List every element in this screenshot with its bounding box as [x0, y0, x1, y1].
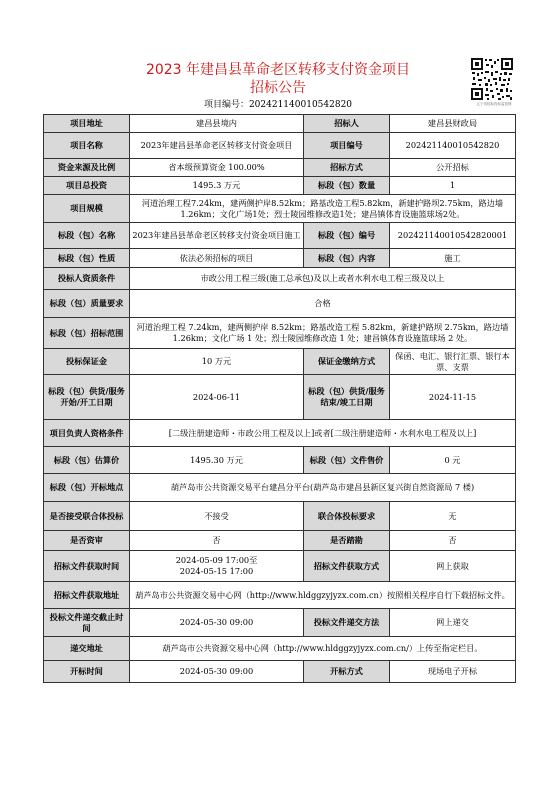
table-row — [44, 609, 516, 637]
project-name-value: 2023年建昌县革命老区转移支付资金项目 — [130, 133, 304, 159]
tender-method-value: 公开招标 — [390, 159, 516, 177]
table-row — [44, 420, 516, 447]
fund-source-value: 省本级预算资金 100.00% — [130, 159, 304, 177]
lot-count-label: 标段（包）数量 — [304, 177, 390, 195]
document-price-label: 标段（包）文件售价 — [304, 447, 390, 474]
project-code-value: 2024211400105428​20 — [390, 133, 516, 159]
table-row — [44, 551, 516, 582]
consortium-value: 不接受 — [130, 502, 304, 531]
project-name-label: 项目名称 — [44, 133, 130, 159]
notice-title: 2023 年建昌县革命老区转移支付资金项目 — [145, 62, 411, 78]
tender-scope-label: 标段（包）招标范围 — [44, 318, 130, 349]
project-number: 项目编号：2024211400105428​20 — [203, 100, 353, 110]
lot-name-value: 2023年建昌县革命老区转移支付资金项目施工 — [130, 223, 304, 249]
opening-time-label: 开标时间 — [44, 661, 130, 683]
submission-deadline-label: 投标文件递交截止时间 — [44, 609, 130, 637]
end-date-label: 标段（包）供货/服务结束/竣工日期 — [304, 375, 390, 420]
table-row — [44, 502, 516, 531]
document-period-to: 2024-05-15 17:00 — [179, 566, 254, 576]
tender-method-label: 招标方式 — [304, 159, 390, 177]
document-way-label: 招标文件获取方式 — [304, 551, 390, 582]
lot-code-label: 标段（包）编号 — [304, 223, 390, 249]
tenderer-value: 建昌县财政局 — [390, 115, 516, 133]
table-row — [44, 177, 516, 195]
bidder-qualification-value: 市政公用工程三级(施工总承包)及以上或者水利水电工程三级及以上 — [130, 268, 516, 290]
bidder-qualification-label: 投标人资质条件 — [44, 268, 130, 290]
table-row — [44, 290, 516, 318]
opening-method-label: 开标方式 — [304, 661, 390, 683]
submission-method-value: 网上递交 — [390, 609, 516, 637]
tender-scope-value: 河道治理工程 7.24km，建两侧护岸 8.52km；路基改造工程 5.82km，新建护路坝 2.75km，路边墙 1.26km；文化广场 1 处；烈士陵园维修改造 1 处；建昌镇体育设施篮球场 2 处。 — [130, 318, 516, 349]
lot-name-label: 标段（包）名称 — [44, 223, 130, 249]
table-row — [44, 115, 516, 133]
lot-count-value: 1 — [390, 177, 516, 195]
end-date-value: 2024-11-15 — [390, 375, 516, 420]
lot-code-value: 2024211400105428​20001 — [390, 223, 516, 249]
consortium-label: 是否接受联合体投标 — [44, 502, 130, 531]
start-date-label: 标段（包）供货/服务开始/开工日期 — [44, 375, 130, 420]
site-visit-label: 是否踏勘 — [304, 531, 390, 551]
site-visit-value: 否 — [390, 531, 516, 551]
tenderer-label: 招标人 — [304, 115, 390, 133]
table-row — [44, 268, 516, 290]
qr-caption: 辽宁省招标投标监管网 — [476, 102, 512, 106]
document-address-label: 招标文件获取地址 — [44, 582, 130, 609]
bid-bond-label: 投标保证金 — [44, 349, 130, 375]
location-value: 建昌县境内 — [130, 115, 304, 133]
submission-address-label: 递交地址 — [44, 637, 130, 661]
document-period-from: 2024-05-09 17:00至 — [175, 555, 258, 565]
prequalification-label: 是否资审 — [44, 531, 130, 551]
project-scale-label: 项目规模 — [44, 195, 130, 223]
submission-deadline-value: 2024-05-30 09:00 — [130, 609, 304, 637]
tender-info-table — [43, 114, 516, 683]
estimated-price-label: 标段（包）估算价 — [44, 447, 130, 474]
bid-bond-value: 10 万元 — [130, 349, 304, 375]
manager-qualification-value: [二级注册建造师・市政公用工程及以上]或者[二级注册建造师・水利水电工程及以上] — [130, 420, 516, 447]
bond-payment-label: 保证金缴纳方式 — [304, 349, 390, 375]
table-row — [44, 582, 516, 609]
total-investment-label: 项目总投资 — [44, 177, 130, 195]
document-price-value: 0 元 — [390, 447, 516, 474]
start-date-value: 2024-06-11 — [130, 375, 304, 420]
estimated-price-value: 1495.30 万元 — [130, 447, 304, 474]
project-scale-value: 河道治理工程7.24km，建两侧护岸8.52km；路基改造工程5.82km，新建护路坝2.75km，路边墙1.26km；文化广场1处；烈士陵园维修改造1处；建昌镇体育设施篮球场2处。 — [130, 195, 516, 223]
lot-nature-value: 依法必须招标的项目 — [130, 249, 304, 268]
lot-content-value: 施工 — [390, 249, 516, 268]
table-row — [44, 661, 516, 683]
opening-method-value: 现场电子开标 — [390, 661, 516, 683]
table-row — [44, 375, 516, 420]
table-row — [44, 159, 516, 177]
table-row — [44, 474, 516, 502]
quality-requirement-label: 标段（包）质量要求 — [44, 290, 130, 318]
table-row — [44, 349, 516, 375]
document-address-value: 葫芦岛市公共资源交易中心网（http://www.hldggzyjyzx.com.cn）按照相关程序自行下载招标文件。 — [130, 582, 516, 609]
manager-qualification-label: 项目负责人资格条件 — [44, 420, 130, 447]
total-investment-value: 1495.3 万元 — [130, 177, 304, 195]
table-row — [44, 447, 516, 474]
bond-payment-value: 保函、电汇、银行汇票、银行本票、支票 — [390, 349, 516, 375]
fund-source-label: 资金来源及比例 — [44, 159, 130, 177]
quality-requirement-value: 合格 — [130, 290, 516, 318]
project-code-label: 项目编号 — [304, 133, 390, 159]
document-period-label: 招标文件获取时间 — [44, 551, 130, 582]
opening-venue-value: 葫芦岛市公共资源交易平台建昌分平台(葫芦岛市建昌县新区复兴街自然资源局 7 楼) — [130, 474, 516, 502]
notice-subtitle: 招标公告 — [250, 80, 306, 96]
table-row — [44, 637, 516, 661]
lot-content-label: 标段（包）内容 — [304, 249, 390, 268]
consortium-requirement-label: 联合体投标要求 — [304, 502, 390, 531]
location-label: 项目地址 — [44, 115, 130, 133]
lot-nature-label: 标段（包）性质 — [44, 249, 130, 268]
consortium-requirement-value: 无 — [390, 502, 516, 531]
table-row — [44, 133, 516, 159]
table-row — [44, 223, 516, 249]
document-way-value: 网上获取 — [390, 551, 516, 582]
table-row — [44, 249, 516, 268]
submission-method-label: 投标文件递交方法 — [304, 609, 390, 637]
opening-time-value: 2024-05-30 09:00 — [130, 661, 304, 683]
table-row — [44, 531, 516, 551]
submission-address-value: 葫芦岛市公共资源交易中心网（http://www.hldggzyjyzx.com.cn/）上传至指定栏目。 — [130, 637, 516, 661]
qr-code-icon — [470, 57, 514, 101]
prequalification-value: 否 — [130, 531, 304, 551]
document-period-value — [130, 551, 304, 582]
opening-venue-label: 标段（包）开标地点 — [44, 474, 130, 502]
table-row — [44, 318, 516, 349]
table-row — [44, 195, 516, 223]
